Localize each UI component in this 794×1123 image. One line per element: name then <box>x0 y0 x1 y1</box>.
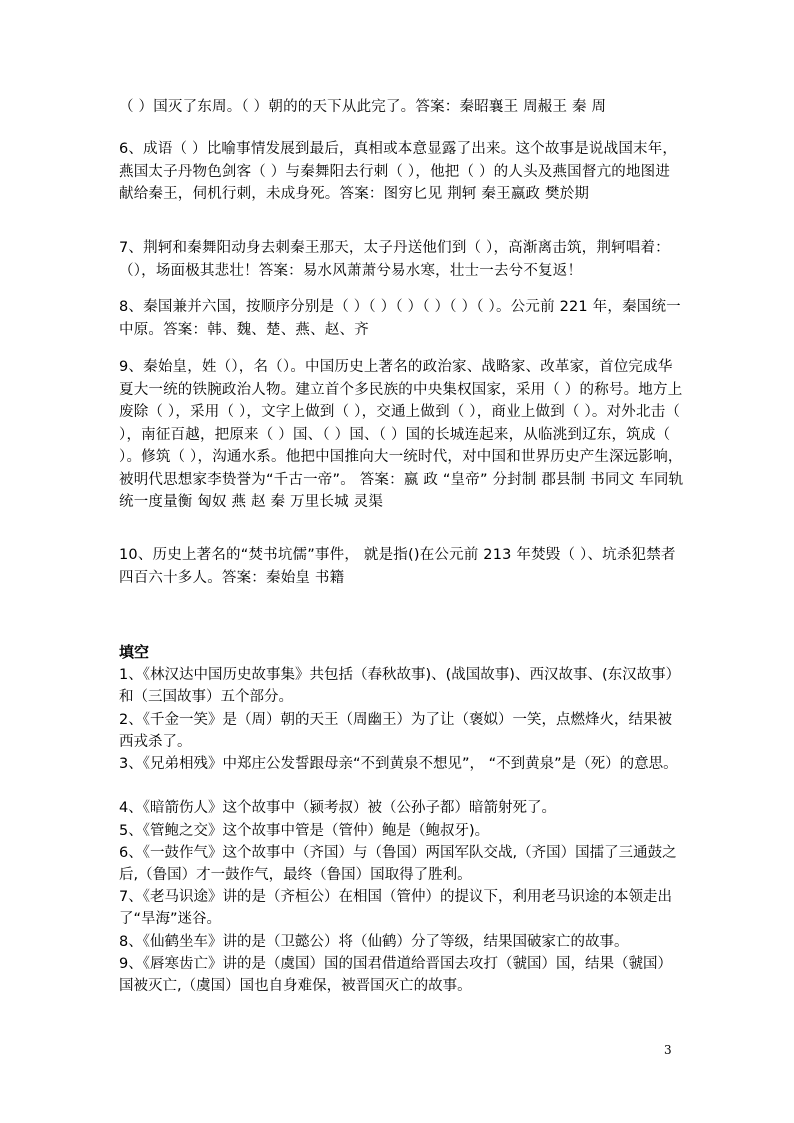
fill-item-2: 2、《千金一笑》是（周）朝的天王（周幽王）为了让（褒姒）一笑，点燃烽火，结果被西戎杀了。 <box>119 712 672 751</box>
fill-item-9: 9、《唇寒齿亡》讲的是（虞国）国的国君借道给晋国去攻打（虢国）国，结果（虢国）国被灭亡,（虞国）国也自身难保，被晋国灭亡的故事。 <box>119 956 672 995</box>
question-continuation: （ ）国灭了东周。（ ）朝的的天下从此完了。答案：秦昭襄王 周赧王 秦 周 <box>119 99 607 115</box>
fill-item-7: 7、《老马识途》讲的是（齐桓公）在相国（管仲）的提议下，利用老马识途的本领走出了“旱海”迷谷。 <box>119 889 672 928</box>
fill-item-3: 3、《兄弟相残》中郑庄公发誓跟母亲“不到黄泉不想见”， “不到黄泉”是（死）的意思。 <box>119 756 678 772</box>
page-number: 3 <box>664 1043 672 1057</box>
fill-item-6: 6、《一鼓作气》这个故事中（齐国）与（鲁国）两国军队交战,（齐国）国擂了三通鼓之后,（鲁国）才一鼓作气，最终（鲁国）国取得了胜利。 <box>119 845 677 884</box>
fill-item-5: 5、《管鲍之交》这个故事中管是（管仲）鲍是（鲍叔牙)。 <box>119 823 490 839</box>
fill-item-8: 8、《仙鹤坐车》讲的是（卫懿公）将（仙鹤）分了等级，结果国破家亡的故事。 <box>119 934 629 950</box>
question-10: 10、历史上著名的“焚书坑儒”事件， 就是指()在公元前 213 年焚毁（ ）、坑杀犯禁者四百六十多人。答案：秦始皇 书籍 <box>119 547 676 586</box>
question-9: 9、秦始皇，姓（），名（）。中国历史上著名的政治家、战略家、改革家，首位完成华夏大一统的铁腕政治人物。建立首个多民族的中央集权国家，采用（ ）的称号。地方上废除（ ），采用（ ），文字上做到（ ），交通上做到（ ），商业上做到（ ）。对外北击（ ），南征百越，把原来（ ）国、（ ）国、（ ）国的长城连起来，从临洮到辽东，筑成（ ）。修筑（ ），沟通水系。他把中国推向大一统时代，对中国和世界历史产生深远影响，被明代思想家李贽誉为“千古一帝”。 答案：嬴 政 “皇帝” 分封制 郡县制 书同文 车同轨 统一度量衡 匈奴 燕 赵 秦 万里长城 灵渠 <box>119 359 684 510</box>
question-8: 8、秦国兼并六国，按顺序分别是（ ）（ ）（ ）（ ）（ ）（ ）。公元前 221 年，秦国统一中原。答案：韩、魏、楚、燕、赵、齐 <box>119 299 681 338</box>
fill-item-4: 4、《暗箭伤人》这个故事中（颍考叔）被（公孙子都）暗箭射死了。 <box>119 800 556 816</box>
question-7: 7、荆轲和秦舞阳动身去刺秦王那天，太子丹送他们到（ ），高渐离击筑，荆轲唱着：（），场面极其悲壮！答案：易水风萧萧兮易水寒，壮士一去兮不复返！ <box>119 240 670 279</box>
section-title-fill-blank: 填空 <box>119 643 150 661</box>
fill-item-1: 1、《林汉达中国历史故事集》共包括（春秋故事)、(战国故事)、西汉故事、(东汉故事）和（三国故事）五个部分。 <box>119 667 681 706</box>
question-6: 6、成语（ ）比喻事情发展到最后，真相或本意显露了出来。这个故事是说战国末年，燕国太子丹物色剑客（ ）与秦舞阳去行刺（ ），他把（ ）的人头及燕国督亢的地图进献给秦王，伺机行刺，未成身死。答案：图穷匕见 荆轲 秦王嬴政 樊於期 <box>119 141 678 202</box>
